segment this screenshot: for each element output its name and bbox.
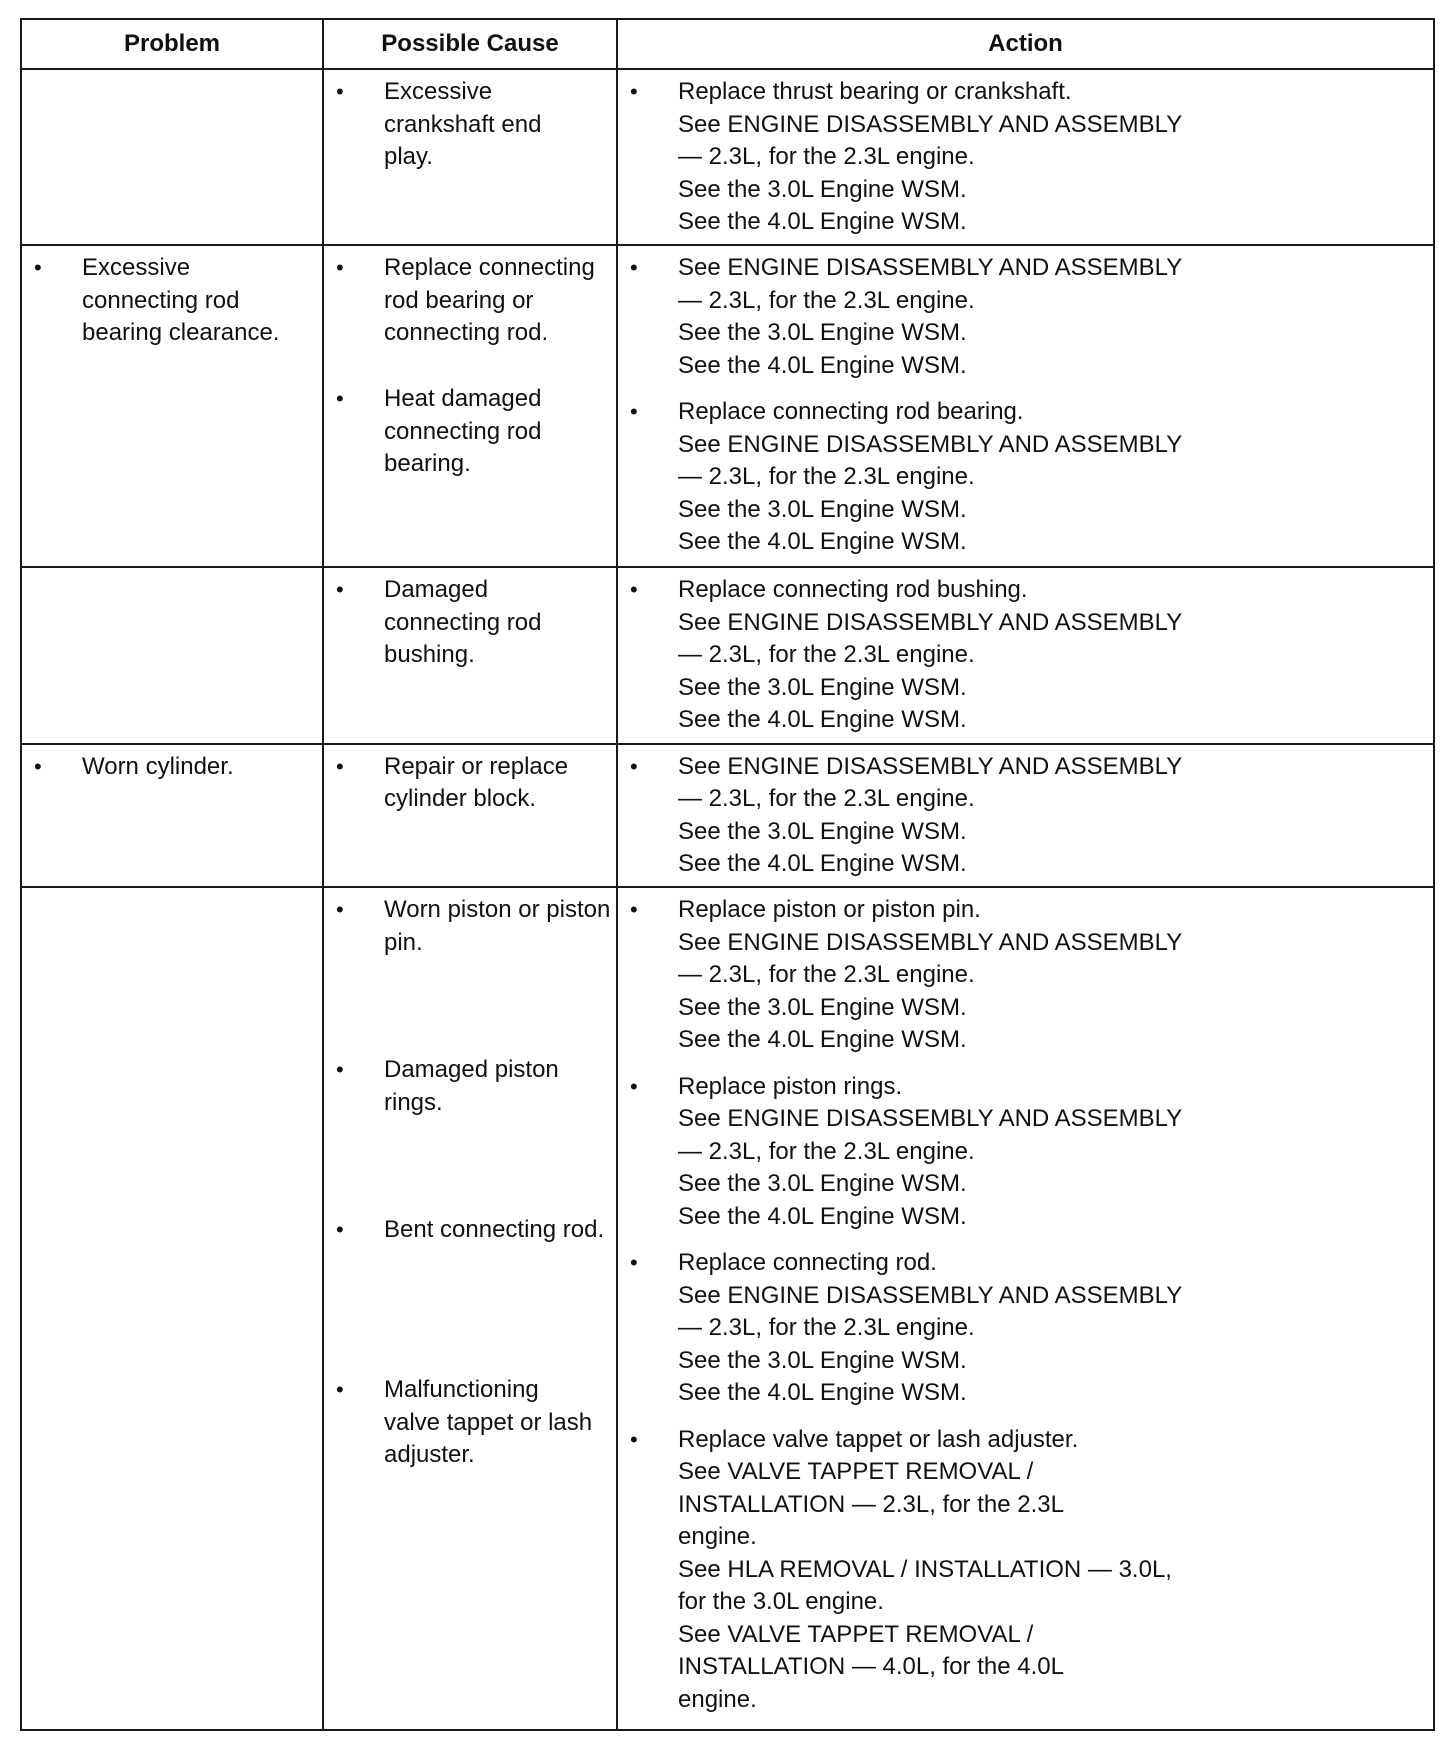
- action-line: — 2.3L, for the 2.3L engine.: [678, 1314, 975, 1342]
- action-line: — 2.3L, for the 2.3L engine.: [678, 143, 975, 170]
- cause-text: [384, 1054, 608, 1119]
- action-line: See ENGINE DISASSEMBLY AND ASSEMBLY: [678, 752, 1183, 780]
- cause-cell: [323, 567, 617, 743]
- header-action: Action: [617, 19, 1434, 69]
- cause-text: [384, 383, 608, 481]
- problem-cell: [21, 69, 323, 245]
- action-text: [678, 751, 1425, 881]
- problem-cell: [21, 887, 323, 1730]
- bullet-point: •: [630, 1426, 638, 1452]
- action-line: See ENGINE DISASSEMBLY AND ASSEMBLY: [678, 1105, 1183, 1133]
- action-text: [678, 894, 1425, 1057]
- action-text: [678, 1424, 1425, 1717]
- action-line: Replace piston or piston pin.: [678, 896, 981, 924]
- table-body: [21, 69, 1434, 1730]
- action-line: See ENGINE DISASSEMBLY AND ASSEMBLY: [678, 254, 1183, 282]
- action-line: See VALVE TAPPET REMOVAL /: [678, 1620, 1034, 1648]
- bullet-point: •: [34, 753, 42, 779]
- cause-text: [384, 574, 608, 672]
- header-problem: Problem: [21, 19, 323, 69]
- action-line: See the 3.0L Engine WSM.: [678, 175, 967, 203]
- problem-line: bearing clearance.: [82, 319, 280, 347]
- cause-cell: [323, 887, 617, 1730]
- cause-text: [384, 1374, 608, 1472]
- cause-line: pin.: [384, 928, 423, 956]
- action-line: for the 3.0L engine.: [678, 1588, 884, 1616]
- cause-line: rod bearing or: [384, 286, 534, 314]
- action-item: [626, 574, 1425, 737]
- cause-item: [332, 574, 608, 720]
- bullet-point: •: [336, 386, 344, 412]
- table-header: [21, 19, 1434, 69]
- problem-cell: [21, 744, 323, 888]
- action-line: — 2.3L, for the 2.3L engine.: [678, 785, 975, 813]
- action-line: See ENGINE DISASSEMBLY AND ASSEMBLY: [678, 430, 1183, 458]
- action-line: Replace thrust bearing or crankshaft.: [678, 78, 1072, 105]
- action-line: INSTALLATION — 4.0L, for the 4.0L: [678, 1653, 1064, 1681]
- cause-line: bushing.: [384, 641, 475, 669]
- problem-line: Excessive: [82, 254, 191, 282]
- bullet-point: •: [630, 897, 638, 923]
- action-text: [678, 252, 1425, 382]
- action-line: — 2.3L, for the 2.3L engine.: [678, 286, 975, 314]
- action-line: See ENGINE DISASSEMBLY AND ASSEMBLY: [678, 1281, 1183, 1309]
- action-line: See the 3.0L Engine WSM.: [678, 993, 967, 1021]
- action-cell: [617, 245, 1434, 567]
- action-text: [678, 1071, 1425, 1234]
- action-line: — 2.3L, for the 2.3L engine.: [678, 463, 975, 491]
- bullet-point: •: [336, 79, 344, 104]
- cause-line: connecting rod.: [384, 319, 549, 347]
- cause-line: connecting rod: [384, 417, 542, 445]
- cause-line: Heat damaged: [384, 385, 542, 413]
- bullet-point: •: [34, 255, 42, 281]
- cause-item: [332, 76, 608, 222]
- cause-line: Worn piston or piston: [384, 896, 611, 924]
- cause-text: [384, 751, 608, 816]
- bullet-point: •: [630, 753, 638, 779]
- action-line: See the 4.0L Engine WSM.: [678, 528, 967, 556]
- cause-line: Repair or replace: [384, 752, 569, 780]
- cause-line: valve tappet or lash: [384, 1408, 593, 1436]
- action-line: Replace connecting rod bearing.: [678, 398, 1024, 426]
- cause-line: crankshaft end: [384, 110, 542, 138]
- bullet-point: •: [336, 1057, 344, 1083]
- action-line: See the 4.0L Engine WSM.: [678, 1202, 967, 1230]
- action-item: [626, 76, 1425, 239]
- action-cell: [617, 567, 1434, 743]
- cause-line: Malfunctioning: [384, 1376, 539, 1404]
- bullet-point: •: [336, 1377, 344, 1403]
- cause-line: Bent connecting rod.: [384, 1216, 605, 1244]
- action-line: See VALVE TAPPET REMOVAL /: [678, 1458, 1034, 1486]
- cause-cell: [323, 744, 617, 888]
- action-text: [678, 76, 1425, 239]
- problem-cell: [21, 245, 323, 567]
- action-line: — 2.3L, for the 2.3L engine.: [678, 1137, 975, 1165]
- table-row: [21, 887, 1434, 1730]
- cause-text: [384, 894, 610, 959]
- table-row: [21, 567, 1434, 743]
- cause-item: [332, 751, 608, 868]
- header-row: [21, 19, 1434, 69]
- cause-text: [384, 252, 608, 350]
- action-item: [626, 396, 1425, 559]
- table-row: [21, 69, 1434, 245]
- action-line: See the 3.0L Engine WSM.: [678, 1346, 967, 1374]
- action-item: [626, 894, 1425, 1057]
- cause-line: play.: [384, 143, 433, 170]
- header-possible-cause: Possible Cause: [323, 19, 617, 69]
- bullet-point: •: [336, 1217, 344, 1243]
- cause-item: [332, 1374, 608, 1637]
- action-line: See the 3.0L Engine WSM.: [678, 673, 967, 701]
- action-line: See HLA REMOVAL / INSTALLATION — 3.0L,: [678, 1555, 1172, 1583]
- bullet-point: •: [630, 577, 638, 603]
- action-line: Replace connecting rod bushing.: [678, 576, 1028, 604]
- cause-text: [384, 1214, 608, 1247]
- bullet-point: •: [630, 255, 638, 281]
- action-item: [626, 1071, 1425, 1234]
- cause-item: [332, 1054, 608, 1200]
- bullet-point: •: [336, 753, 344, 779]
- cause-cell: [323, 245, 617, 567]
- bullet-point: •: [336, 255, 344, 281]
- action-line: See the 4.0L Engine WSM.: [678, 208, 967, 235]
- action-text: [678, 1247, 1425, 1410]
- action-line: See ENGINE DISASSEMBLY AND ASSEMBLY: [678, 608, 1183, 636]
- problem-text: [82, 751, 314, 784]
- action-line: See the 4.0L Engine WSM.: [678, 850, 967, 878]
- table-row: [21, 245, 1434, 567]
- problem-text: [82, 252, 314, 350]
- bullet-point: •: [336, 577, 344, 603]
- cause-line: Damaged piston: [384, 1056, 559, 1084]
- action-line: See the 4.0L Engine WSM.: [678, 1026, 967, 1054]
- action-line: See the 3.0L Engine WSM.: [678, 1170, 967, 1198]
- action-line: See the 3.0L Engine WSM.: [678, 817, 967, 845]
- action-line: engine.: [678, 1685, 757, 1713]
- action-line: See ENGINE DISASSEMBLY AND ASSEMBLY: [678, 928, 1183, 956]
- bullet-point: •: [336, 897, 344, 923]
- troubleshooting-table: [20, 18, 1435, 1731]
- cause-line: cylinder block.: [384, 785, 537, 813]
- action-line: Replace connecting rod.: [678, 1249, 937, 1277]
- cause-line: bearing.: [384, 450, 471, 478]
- action-item: [626, 1247, 1425, 1410]
- action-line: — 2.3L, for the 2.3L engine.: [678, 961, 975, 989]
- action-text: [678, 396, 1425, 559]
- problem-item: [30, 751, 314, 784]
- cause-line: rings.: [384, 1088, 443, 1116]
- action-line: See the 3.0L Engine WSM.: [678, 495, 967, 523]
- problem-cell: [21, 567, 323, 743]
- cause-item: [332, 252, 608, 369]
- problem-line: Worn cylinder.: [82, 752, 234, 780]
- action-cell: [617, 887, 1434, 1730]
- bullet-point: •: [630, 79, 638, 104]
- action-item: [626, 751, 1425, 881]
- problem-item: [30, 252, 314, 350]
- action-line: See the 4.0L Engine WSM.: [678, 1379, 967, 1407]
- table-row: [21, 744, 1434, 888]
- action-line: Replace piston rings.: [678, 1072, 903, 1100]
- bullet-point: •: [630, 1073, 638, 1099]
- action-line: See ENGINE DISASSEMBLY AND ASSEMBLY: [678, 110, 1183, 138]
- cause-line: connecting rod: [384, 608, 542, 636]
- cause-item: [332, 894, 611, 1040]
- action-line: See the 4.0L Engine WSM.: [678, 706, 967, 734]
- bullet-point: •: [630, 399, 638, 425]
- cause-line: adjuster.: [384, 1441, 475, 1469]
- action-line: engine.: [678, 1523, 757, 1551]
- action-line: Replace valve tappet or lash adjuster.: [678, 1425, 1079, 1453]
- action-cell: [617, 744, 1434, 888]
- cause-item: [332, 383, 608, 529]
- problem-line: connecting rod: [82, 286, 240, 314]
- action-item: [626, 1424, 1425, 1717]
- cause-line: Replace connecting: [384, 254, 595, 282]
- action-cell: [617, 69, 1434, 245]
- bullet-point: •: [630, 1250, 638, 1276]
- action-text: [678, 574, 1425, 737]
- cause-line: Damaged: [384, 576, 489, 604]
- action-line: — 2.3L, for the 2.3L engine.: [678, 641, 975, 669]
- cause-cell: [323, 69, 617, 245]
- action-line: See the 3.0L Engine WSM.: [678, 319, 967, 347]
- cause-item: [332, 1214, 608, 1360]
- cause-line: Excessive: [384, 78, 493, 105]
- action-line: See the 4.0L Engine WSM.: [678, 351, 967, 379]
- action-line: INSTALLATION — 2.3L, for the 2.3L: [678, 1490, 1064, 1518]
- cause-text: [384, 76, 608, 174]
- action-item: [626, 252, 1425, 382]
